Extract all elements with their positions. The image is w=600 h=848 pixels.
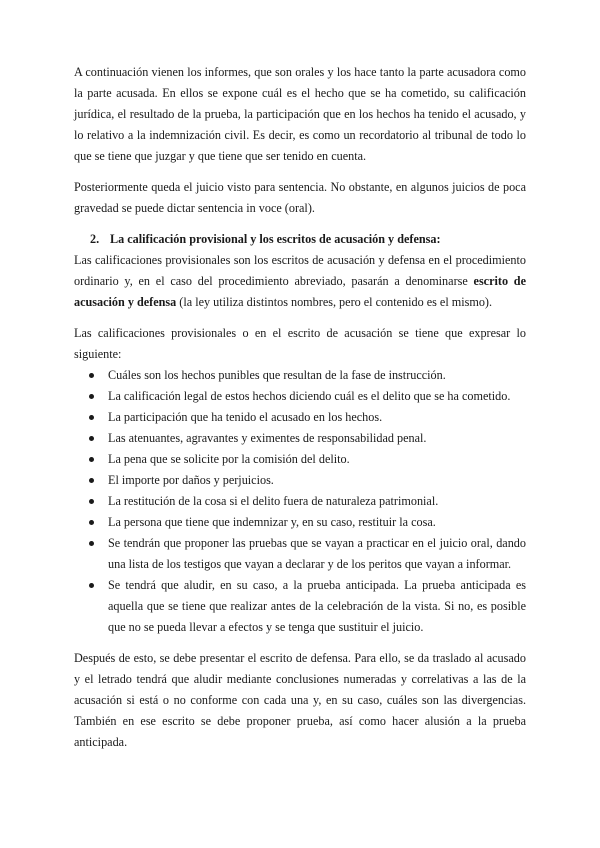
paragraph-informes: A continuación vienen los informes, que son orales y los hace tanto la parte acusadora como la parte acusada. En ellos se expone cuál es el hecho que se ha cometido, su calificación jurídica, el resultado de la prueba, la participación que en los hechos ha tenido el acusado, y lo relativo a la indemnización civil. Es decir, es como un recordatorio al tribunal de todo lo que se tiene que juzgar y que tiene que ser tenido en cuenta. bbox=[74, 65, 526, 163]
bullet-icon bbox=[89, 541, 94, 546]
list-item-text: La restitución de la cosa si el delito fuera de naturaleza patrimonial. bbox=[108, 494, 439, 508]
bullet-list bbox=[74, 365, 526, 638]
paragraph-expresar: Las calificaciones provisionales o en el escrito de acusación se tiene que expresar lo siguiente: bbox=[74, 326, 526, 361]
paragraph-text: Las calificaciones provisionales son los escritos de acusación y defensa en el procedimiento ordinario y, en el caso del procedimiento abreviado, pasarán a denominarse bbox=[74, 253, 526, 288]
list-item-text: La persona que tiene que indemnizar y, en su caso, restituir la cosa. bbox=[108, 515, 436, 529]
list-item-text: Las atenuantes, agravantes y eximentes de responsabilidad penal. bbox=[108, 431, 427, 445]
list-item-text: Cuáles son los hechos punibles que resultan de la fase de instrucción. bbox=[108, 368, 446, 382]
list-item bbox=[74, 575, 526, 638]
paragraph-sentencia: Posteriormente queda el juicio visto para sentencia. No obstante, en algunos juicios de poca gravedad se puede dictar sentencia in voce (oral). bbox=[74, 180, 526, 215]
bullet-icon bbox=[89, 415, 94, 420]
list-item bbox=[74, 386, 526, 407]
list-item bbox=[74, 407, 526, 428]
bullet-icon bbox=[89, 436, 94, 441]
bold-term: escrito de acusación y defensa bbox=[74, 274, 526, 309]
list-item-text: Se tendrá que aludir, en su caso, a la prueba anticipada. La prueba anticipada es aquella que se tiene que realizar antes de la celebración de la vista. Si no, es posible que no se pueda llevar a efectos y se tenga que sustituir el juicio. bbox=[108, 578, 526, 634]
document-page bbox=[74, 62, 526, 753]
paragraph-calificaciones bbox=[74, 250, 526, 313]
list-item-text: La participación que ha tenido el acusado en los hechos. bbox=[108, 410, 383, 424]
section-heading bbox=[74, 229, 526, 250]
bullet-icon bbox=[89, 457, 94, 462]
section-number: 2. bbox=[90, 232, 100, 246]
bullet-icon bbox=[89, 583, 94, 588]
list-item bbox=[74, 428, 526, 449]
bullet-icon bbox=[89, 520, 94, 525]
section-title: La calificación provisional y los escritos de acusación y defensa: bbox=[110, 232, 441, 246]
list-item bbox=[74, 533, 526, 575]
list-item-text: La calificación legal de estos hechos diciendo cuál es el delito que se ha cometido. bbox=[108, 389, 511, 403]
paragraph-text: (la ley utiliza distintos nombres, pero el contenido es el mismo). bbox=[176, 295, 493, 309]
bullet-icon bbox=[89, 478, 94, 483]
list-item bbox=[74, 470, 526, 491]
bullet-icon bbox=[89, 394, 94, 399]
bullet-icon bbox=[89, 373, 94, 378]
list-item bbox=[74, 449, 526, 470]
list-item-text: La pena que se solicite por la comisión del delito. bbox=[108, 452, 350, 466]
paragraph-defensa: Después de esto, se debe presentar el escrito de defensa. Para ello, se da traslado al acusado y el letrado tendrá que aludir mediante conclusiones numeradas y correlativas a las de la acusación si está o no conforme con cada una y, en su caso, cuáles son las divergencias. También en ese escrito se debe proponer prueba, así como hacer alusión a la prueba anticipada. bbox=[74, 651, 526, 749]
list-item bbox=[74, 512, 526, 533]
bullet-icon bbox=[89, 499, 94, 504]
list-item bbox=[74, 491, 526, 512]
list-item-text: Se tendrán que proponer las pruebas que se vayan a practicar en el juicio oral, dando una lista de los testigos que vayan a declarar y de los peritos que vayan a informar. bbox=[108, 536, 526, 571]
list-item bbox=[74, 365, 526, 386]
list-item-text: El importe por daños y perjuicios. bbox=[108, 473, 274, 487]
